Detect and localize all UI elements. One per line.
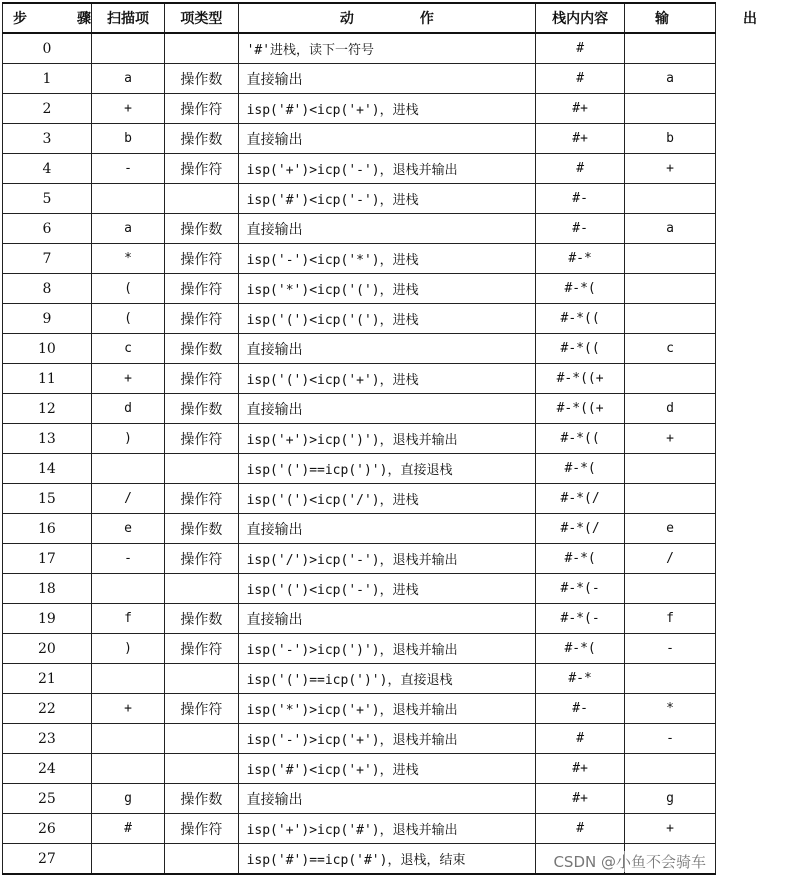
cell-stack-content: #-*((: [536, 304, 625, 334]
cell-output: *: [625, 694, 716, 724]
cell-item-type: 操作数: [165, 64, 238, 94]
cell-stack-content: #-*(: [536, 454, 625, 484]
cell-scan-item: f: [91, 604, 164, 634]
cell-stack-content: #+: [536, 94, 625, 124]
cell-step: 5: [3, 184, 92, 214]
table-row: [3, 514, 716, 544]
cell-action: 直接输出: [238, 214, 536, 244]
table-body: [3, 33, 716, 874]
cell-output: [625, 484, 716, 514]
cell-output: d: [625, 394, 716, 424]
table-row: [3, 94, 716, 124]
cell-action: isp('#')<icp('+')，进栈: [238, 754, 536, 784]
cell-item-type: 操作符: [165, 424, 238, 454]
cell-action: isp('(')==icp(')')，直接退栈: [238, 454, 536, 484]
cell-output: [625, 304, 716, 334]
cell-item-type: [165, 844, 238, 875]
table-row: [3, 33, 716, 64]
cell-step: 6: [3, 214, 92, 244]
table-row: [3, 304, 716, 334]
table-row: [3, 124, 716, 154]
cell-item-type: [165, 664, 238, 694]
cell-item-type: 操作数: [165, 604, 238, 634]
table-row: [3, 784, 716, 814]
cell-stack-content: #-: [536, 694, 625, 724]
cell-action: 直接输出: [238, 124, 536, 154]
table-row: [3, 574, 716, 604]
cell-output: [625, 94, 716, 124]
cell-step: 1: [3, 64, 92, 94]
cell-scan-item: [91, 844, 164, 875]
cell-stack-content: #-*((+: [536, 364, 625, 394]
cell-action: 直接输出: [238, 784, 536, 814]
cell-step: 11: [3, 364, 92, 394]
cell-item-type: [165, 724, 238, 754]
cell-output: [625, 574, 716, 604]
cell-action: isp('(')==icp(')')，直接退栈: [238, 664, 536, 694]
cell-step: 9: [3, 304, 92, 334]
cell-stack-content: #-*((: [536, 334, 625, 364]
cell-action: 直接输出: [238, 604, 536, 634]
table-row: [3, 364, 716, 394]
cell-output: b: [625, 124, 716, 154]
cell-step: 16: [3, 514, 92, 544]
cell-item-type: 操作数: [165, 784, 238, 814]
cell-step: 14: [3, 454, 92, 484]
table-row: [3, 484, 716, 514]
cell-stack-content: #-*(: [536, 274, 625, 304]
cell-action: '#'进栈，读下一符号: [238, 33, 536, 64]
cell-output: +: [625, 424, 716, 454]
cell-output: a: [625, 64, 716, 94]
cell-scan-item: (: [91, 274, 164, 304]
cell-scan-item: /: [91, 484, 164, 514]
cell-stack-content: #-*(-: [536, 604, 625, 634]
cell-stack-content: #+: [536, 754, 625, 784]
cell-item-type: 操作符: [165, 244, 238, 274]
header-stack-content: 栈内内容: [536, 3, 625, 33]
table-row: [3, 814, 716, 844]
table-row: [3, 604, 716, 634]
table-row: [3, 154, 716, 184]
cell-scan-item: [91, 33, 164, 64]
cell-stack-content: #-*(/: [536, 514, 625, 544]
cell-step: 19: [3, 604, 92, 634]
cell-item-type: 操作数: [165, 394, 238, 424]
cell-scan-item: [91, 574, 164, 604]
cell-stack-content: #-*(: [536, 544, 625, 574]
cell-item-type: [165, 33, 238, 64]
cell-stack-content: #-*: [536, 664, 625, 694]
table-row: [3, 334, 716, 364]
cell-output: c: [625, 334, 716, 364]
cell-action: isp('+')>icp('-')，退栈并输出: [238, 154, 536, 184]
cell-step: 20: [3, 634, 92, 664]
cell-scan-item: *: [91, 244, 164, 274]
cell-stack-content: #-*((+: [536, 394, 625, 424]
cell-item-type: 操作符: [165, 364, 238, 394]
cell-scan-item: [91, 664, 164, 694]
cell-item-type: 操作符: [165, 274, 238, 304]
cell-scan-item: [91, 184, 164, 214]
cell-scan-item: a: [91, 64, 164, 94]
cell-action: isp('(')<icp('(')，进栈: [238, 304, 536, 334]
cell-stack-content: #: [536, 33, 625, 64]
cell-item-type: [165, 574, 238, 604]
cell-scan-item: c: [91, 334, 164, 364]
cell-stack-content: #+: [536, 784, 625, 814]
cell-item-type: 操作数: [165, 214, 238, 244]
cell-item-type: [165, 454, 238, 484]
header-item-type: 项类型: [165, 3, 238, 33]
cell-action: isp('+')>icp(')')，退栈并输出: [238, 424, 536, 454]
cell-step: 7: [3, 244, 92, 274]
cell-action: isp('-')>icp(')')，退栈并输出: [238, 634, 536, 664]
cell-scan-item: [91, 454, 164, 484]
cell-item-type: 操作符: [165, 154, 238, 184]
cell-output: a: [625, 214, 716, 244]
table-row: [3, 184, 716, 214]
cell-output: [625, 664, 716, 694]
cell-scan-item: -: [91, 544, 164, 574]
cell-action: 直接输出: [238, 394, 536, 424]
cell-action: isp('*')<icp('(')，进栈: [238, 274, 536, 304]
table-row: [3, 664, 716, 694]
cell-output: e: [625, 514, 716, 544]
cell-scan-item: +: [91, 94, 164, 124]
cell-step: 18: [3, 574, 92, 604]
cell-step: 17: [3, 544, 92, 574]
cell-action: isp('-')<icp('*')，进栈: [238, 244, 536, 274]
cell-scan-item: ): [91, 424, 164, 454]
cell-item-type: [165, 184, 238, 214]
cell-item-type: 操作符: [165, 814, 238, 844]
cell-action: isp('#')==icp('#')，退栈，结束: [238, 844, 536, 875]
cell-output: +: [625, 154, 716, 184]
table-row: [3, 724, 716, 754]
cell-step: 25: [3, 784, 92, 814]
cell-stack-content: #+: [536, 124, 625, 154]
table-row: [3, 694, 716, 724]
cell-step: 22: [3, 694, 92, 724]
table-row: [3, 754, 716, 784]
cell-step: 8: [3, 274, 92, 304]
cell-output: [625, 33, 716, 64]
cell-output: [625, 754, 716, 784]
cell-step: 0: [3, 33, 92, 64]
cell-stack-content: #: [536, 64, 625, 94]
cell-output: g: [625, 784, 716, 814]
cell-action: isp('/')>icp('-')，退栈并输出: [238, 544, 536, 574]
table-row: [3, 394, 716, 424]
cell-scan-item: e: [91, 514, 164, 544]
cell-step: 12: [3, 394, 92, 424]
cell-output: +: [625, 814, 716, 844]
cell-item-type: 操作符: [165, 634, 238, 664]
cell-item-type: 操作数: [165, 334, 238, 364]
table-row: [3, 274, 716, 304]
cell-scan-item: -: [91, 154, 164, 184]
cell-item-type: 操作数: [165, 124, 238, 154]
header-output: 输 出: [625, 3, 716, 33]
cell-item-type: 操作符: [165, 484, 238, 514]
cell-item-type: 操作符: [165, 304, 238, 334]
cell-action: 直接输出: [238, 334, 536, 364]
cell-step: 2: [3, 94, 92, 124]
table-row: [3, 634, 716, 664]
cell-stack-content: #-*: [536, 244, 625, 274]
cell-action: isp('(')<icp('/')，进栈: [238, 484, 536, 514]
cell-scan-item: #: [91, 814, 164, 844]
header-row: [3, 3, 716, 33]
watermark: CSDN @小鱼不会骑车: [553, 853, 706, 871]
cell-stack-content: #-*((: [536, 424, 625, 454]
cell-step: 10: [3, 334, 92, 364]
cell-action: isp('#')<icp('+')，进栈: [238, 94, 536, 124]
cell-step: 3: [3, 124, 92, 154]
table-row: [3, 544, 716, 574]
cell-stack-content: #-*(-: [536, 574, 625, 604]
conversion-steps-table: [2, 2, 787, 875]
cell-item-type: 操作符: [165, 544, 238, 574]
header-action: 动 作: [238, 3, 536, 33]
cell-output: -: [625, 724, 716, 754]
cell-output: [625, 274, 716, 304]
table-row: [3, 214, 716, 244]
cell-action: isp('#')<icp('-')，进栈: [238, 184, 536, 214]
cell-item-type: 操作符: [165, 94, 238, 124]
table-row: [3, 454, 716, 484]
cell-action: isp('+')>icp('#')，退栈并输出: [238, 814, 536, 844]
table-row: [3, 244, 716, 274]
cell-scan-item: g: [91, 784, 164, 814]
cell-stack-content: #: [536, 724, 625, 754]
cell-action: isp('(')<icp('+')，进栈: [238, 364, 536, 394]
cell-stack-content: #-: [536, 184, 625, 214]
cell-stack-content: #-*(/: [536, 484, 625, 514]
cell-action: 直接输出: [238, 514, 536, 544]
cell-stack-content: #: [536, 814, 625, 844]
cell-scan-item: +: [91, 694, 164, 724]
cell-output: f: [625, 604, 716, 634]
cell-action: 直接输出: [238, 64, 536, 94]
cell-step: 24: [3, 754, 92, 784]
cell-output: [625, 364, 716, 394]
cell-item-type: [165, 754, 238, 784]
cell-step: 23: [3, 724, 92, 754]
cell-step: 13: [3, 424, 92, 454]
cell-scan-item: [91, 724, 164, 754]
header-step: 步 骤: [3, 3, 92, 33]
cell-output: [625, 244, 716, 274]
cell-stack-content: #: [536, 154, 625, 184]
table-row: [3, 64, 716, 94]
cell-scan-item: +: [91, 364, 164, 394]
cell-scan-item: b: [91, 124, 164, 154]
cell-stack-content: #-*(: [536, 634, 625, 664]
cell-output: -: [625, 634, 716, 664]
cell-scan-item: a: [91, 214, 164, 244]
cell-item-type: 操作数: [165, 514, 238, 544]
cell-action: isp('(')<icp('-')，进栈: [238, 574, 536, 604]
table-header: [3, 3, 787, 33]
cell-step: 27: [3, 844, 92, 875]
cell-action: isp('*')>icp('+')，退栈并输出: [238, 694, 536, 724]
cell-step: 21: [3, 664, 92, 694]
cell-scan-item: (: [91, 304, 164, 334]
cell-scan-item: d: [91, 394, 164, 424]
cell-action: isp('-')>icp('+')，退栈并输出: [238, 724, 536, 754]
header-scan-item: 扫描项: [91, 3, 164, 33]
cell-step: 15: [3, 484, 92, 514]
cell-output: [625, 454, 716, 484]
cell-scan-item: ): [91, 634, 164, 664]
cell-step: 26: [3, 814, 92, 844]
cell-output: /: [625, 544, 716, 574]
cell-step: 4: [3, 154, 92, 184]
table-row: [3, 424, 716, 454]
cell-output: [625, 184, 716, 214]
cell-item-type: 操作符: [165, 694, 238, 724]
cell-stack-content: #-: [536, 214, 625, 244]
cell-scan-item: [91, 754, 164, 784]
